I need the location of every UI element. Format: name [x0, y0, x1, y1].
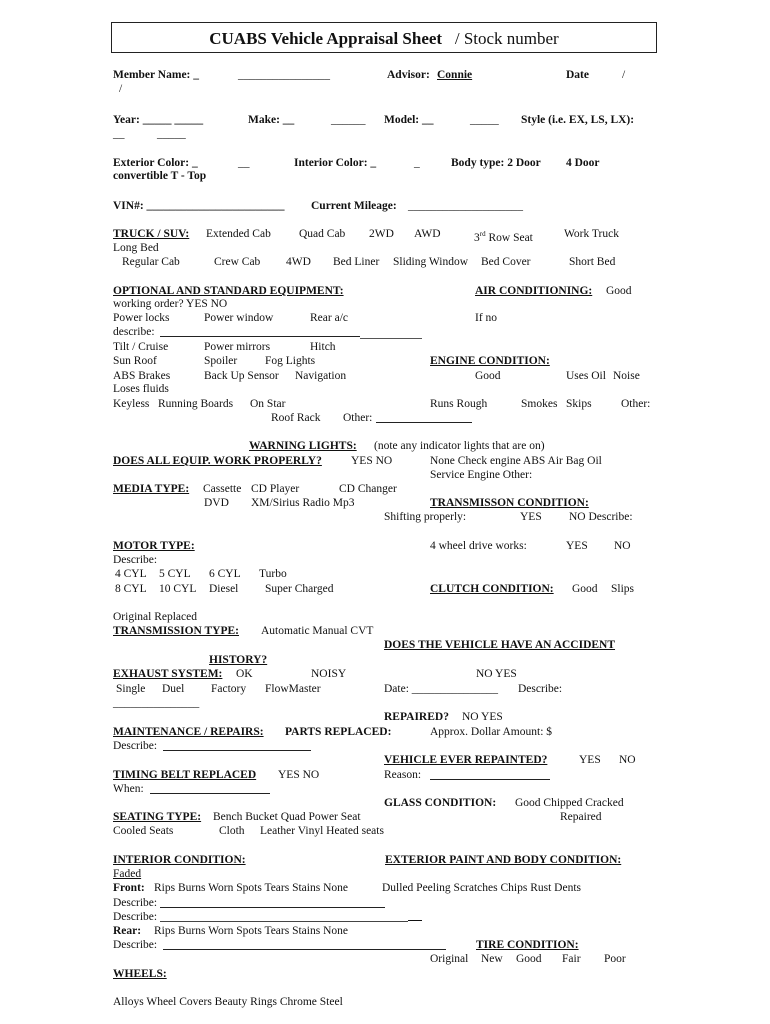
- super-charged-option[interactable]: Super Charged: [265, 583, 334, 595]
- transmission-condition-label: TRANSMISSON CONDITION:: [430, 497, 589, 509]
- model-field[interactable]: Model: __: [384, 114, 434, 126]
- tire-fair-option[interactable]: Fair: [562, 953, 581, 965]
- member-name-blank[interactable]: ________________: [238, 69, 330, 81]
- cd-player-option[interactable]: CD Player: [251, 483, 300, 495]
- engine-other-option[interactable]: Other:: [621, 398, 651, 410]
- front-describe-label-2: Describe:: [113, 911, 158, 923]
- dvd-option[interactable]: DVD: [204, 497, 229, 509]
- timing-belt-when-label: When:: [113, 783, 144, 795]
- shifting-yes-option[interactable]: YES: [520, 511, 542, 523]
- transmission-type-options[interactable]: Automatic Manual CVT: [261, 625, 374, 637]
- timing-belt-when-line[interactable]: [150, 793, 270, 794]
- cd-changer-option[interactable]: CD Changer: [339, 483, 397, 495]
- ac-if-no: If no: [475, 312, 498, 324]
- repaired-label: REPAIRED?: [384, 711, 449, 723]
- smokes-option[interactable]: Smokes: [521, 398, 558, 410]
- crew-cab-option[interactable]: Crew Cab: [214, 256, 261, 268]
- repainted-label: VEHICLE EVER REPAINTED?: [384, 754, 548, 766]
- maintenance-describe-line[interactable]: [163, 750, 311, 751]
- transmission-type-label: TRANSMISSION TYPE:: [113, 625, 239, 637]
- roof-rack-option[interactable]: Roof Rack: [271, 412, 321, 424]
- clutch-condition-label: CLUTCH CONDITION:: [430, 583, 554, 595]
- awd-option[interactable]: AWD: [414, 228, 441, 240]
- equipment-other-label: Other:: [343, 412, 373, 424]
- keyless-option[interactable]: Keyless: [113, 398, 150, 410]
- exhaust-factory-option[interactable]: Factory: [211, 683, 247, 695]
- uses-oil-option[interactable]: Uses Oil: [566, 370, 606, 382]
- exterior-condition-label: EXTERIOR PAINT AND BODY CONDITION:: [385, 854, 622, 866]
- abs-brakes-option[interactable]: ABS Brakes: [113, 370, 171, 382]
- interior-condition-label: INTERIOR CONDITION:: [113, 854, 246, 866]
- dollar-amount-field[interactable]: Approx. Dollar Amount: $: [430, 726, 553, 738]
- rear-describe-label: Describe:: [113, 939, 158, 951]
- equipment-other-line[interactable]: [376, 422, 472, 423]
- accident-date-field[interactable]: Date: _______________: [384, 683, 499, 695]
- cassette-option[interactable]: Cassette: [203, 483, 242, 495]
- rear-ac-option[interactable]: Rear a/c: [310, 312, 348, 324]
- convertible-option[interactable]: convertible T - Top: [113, 170, 207, 182]
- advisor-value: Connie: [437, 69, 473, 81]
- working-order-question[interactable]: working order? YES NO: [113, 298, 228, 310]
- accident-describe-blank[interactable]: _______________: [113, 697, 200, 709]
- date-label: Date: [566, 69, 589, 81]
- front-describe-label: Describe:: [113, 897, 158, 909]
- on-star-option[interactable]: On Star: [250, 398, 286, 410]
- warning-light-options[interactable]: None Check engine ABS Air Bag Oil: [430, 455, 602, 467]
- power-mirrors-option[interactable]: Power mirrors: [204, 341, 271, 353]
- short-bed-option[interactable]: Short Bed: [569, 256, 616, 268]
- exterior-color-field[interactable]: Exterior Color: _: [113, 157, 198, 169]
- equip-work-yes-no[interactable]: YES NO: [351, 455, 393, 467]
- front-describe-line-end: [408, 920, 422, 921]
- mileage-label: Current Mileage:: [311, 200, 397, 212]
- repainted-no-option[interactable]: NO: [619, 754, 636, 766]
- air-conditioning-label: AIR CONDITIONING:: [475, 285, 593, 297]
- year-field[interactable]: Year: _____ _____: [113, 114, 204, 126]
- glass-repaired-option[interactable]: Repaired: [560, 811, 602, 823]
- navigation-option[interactable]: Navigation: [295, 370, 347, 382]
- glass-condition-label: GLASS CONDITION:: [384, 797, 497, 809]
- front-describe-line-2[interactable]: [160, 921, 408, 922]
- accident-history-label-2: HISTORY?: [209, 654, 268, 666]
- equip-work-label: DOES ALL EQUIP. WORK PROPERLY?: [113, 455, 322, 467]
- exterior-color-blank[interactable]: __: [238, 157, 250, 169]
- clutch-slips-option[interactable]: Slips: [611, 583, 635, 595]
- runs-rough-option[interactable]: Runs Rough: [430, 398, 488, 410]
- exhaust-single-option[interactable]: Single: [116, 683, 146, 695]
- date-slash-wrap: /: [119, 83, 123, 95]
- front-describe-line[interactable]: [160, 907, 385, 908]
- truck-suv-label: TRUCK / SUV:: [113, 228, 190, 240]
- wheels-label: WHEELS:: [113, 968, 167, 980]
- warning-lights-note: (note any indicator lights that are on): [374, 440, 545, 452]
- page-title: CUABS Vehicle Appraisal Sheet / Stock number: [209, 29, 559, 48]
- tire-new-option[interactable]: New: [481, 953, 503, 965]
- motor-describe-label: Describe:: [113, 554, 158, 566]
- repainted-yes-option[interactable]: YES: [579, 754, 601, 766]
- front-options[interactable]: Rips Burns Worn Spots Tears Stains None: [154, 882, 348, 894]
- power-window-option[interactable]: Power window: [204, 312, 274, 324]
- tire-original-option[interactable]: Original: [430, 953, 469, 965]
- vin-field[interactable]: VIN#: ________________________: [113, 200, 285, 212]
- regular-cab-option[interactable]: Regular Cab: [122, 256, 180, 268]
- 6-cyl-option[interactable]: 6 CYL: [209, 568, 241, 580]
- cloth-option[interactable]: Cloth: [219, 825, 245, 837]
- exterior-options[interactable]: Dulled Peeling Scratches Chips Rust Dents: [382, 882, 581, 894]
- advisor-label: Advisor:: [387, 69, 430, 81]
- maintenance-label: MAINTENANCE / REPAIRS:: [113, 726, 264, 738]
- glass-options[interactable]: Good Chipped Cracked: [515, 797, 624, 809]
- exhaust-flowmaster-option[interactable]: FlowMaster: [265, 683, 321, 695]
- four-wd-label: 4 wheel drive works:: [430, 540, 527, 552]
- extended-cab-option[interactable]: Extended Cab: [206, 228, 271, 240]
- third-row-seat-option[interactable]: 3rd Row Seat: [474, 230, 533, 244]
- tilt-cruise-option[interactable]: Tilt / Cruise: [113, 341, 169, 353]
- repaint-reason-line[interactable]: [430, 779, 550, 780]
- exhaust-noisy-option[interactable]: NOISY: [311, 668, 347, 680]
- wheels-options[interactable]: Alloys Wheel Covers Beauty Rings Chrome Steel: [113, 996, 343, 1008]
- spoiler-option[interactable]: Spoiler: [204, 355, 238, 367]
- noise-option[interactable]: Noise: [613, 370, 640, 382]
- repaint-reason-label: Reason:: [384, 769, 422, 781]
- exhaust-duel-option[interactable]: Duel: [162, 683, 185, 695]
- hitch-option[interactable]: Hitch: [310, 341, 336, 353]
- make-blank[interactable]: ______: [331, 114, 366, 126]
- parts-replaced-label: PARTS REPLACED:: [285, 726, 392, 738]
- timing-belt-yes-no[interactable]: YES NO: [278, 769, 320, 781]
- style-wrap-1: __: [113, 128, 125, 140]
- bed-liner-option[interactable]: Bed Liner: [333, 256, 380, 268]
- sun-roof-option[interactable]: Sun Roof: [113, 355, 157, 367]
- equipment-label: OPTIONAL AND STANDARD EQUIPMENT:: [113, 285, 344, 297]
- rear-options[interactable]: Rips Burns Worn Spots Tears Stains None: [154, 925, 348, 937]
- date-slash: /: [622, 69, 626, 81]
- ac-good-option[interactable]: Good: [606, 285, 632, 297]
- power-locks-option[interactable]: Power locks: [113, 312, 170, 324]
- seating-options[interactable]: Bench Bucket Quad Power Seat: [213, 811, 361, 823]
- tire-condition-label: TIRE CONDITION:: [476, 939, 579, 951]
- warning-lights-label: WARNING LIGHTS:: [249, 440, 357, 452]
- exhaust-ok-option[interactable]: OK: [236, 668, 253, 680]
- media-type-label: MEDIA TYPE:: [113, 483, 190, 495]
- accident-history-label: DOES THE VEHICLE HAVE AN ACCIDENT: [384, 639, 616, 651]
- mileage-blank[interactable]: ____________________: [408, 200, 523, 212]
- tire-poor-option[interactable]: Poor: [604, 953, 626, 965]
- title-box: [111, 22, 657, 53]
- engine-condition-label: ENGINE CONDITION:: [430, 355, 550, 367]
- engine-good-option[interactable]: Good: [475, 370, 501, 382]
- clutch-good-option[interactable]: Good: [572, 583, 598, 595]
- rear-label: Rear:: [113, 925, 142, 937]
- cooled-seats-option[interactable]: Cooled Seats: [113, 825, 174, 837]
- maintenance-describe-label: Describe:: [113, 740, 158, 752]
- 8-cyl-option[interactable]: 8 CYL: [115, 583, 147, 595]
- four-wd-no-option[interactable]: NO: [614, 540, 631, 552]
- fog-lights-option[interactable]: Fog Lights: [265, 355, 316, 367]
- turbo-option[interactable]: Turbo: [259, 568, 287, 580]
- faded-option[interactable]: Faded: [113, 868, 142, 880]
- original-replaced-option[interactable]: Original Replaced: [113, 611, 197, 623]
- tire-good-option[interactable]: Good: [516, 953, 542, 965]
- quad-cab-option[interactable]: Quad Cab: [299, 228, 346, 240]
- four-wd-yes-option[interactable]: YES: [566, 540, 588, 552]
- model-blank[interactable]: _____: [470, 114, 499, 126]
- back-up-sensor-option[interactable]: Back Up Sensor: [204, 370, 279, 382]
- xm-radio-option[interactable]: XM/Sirius Radio Mp3: [251, 497, 355, 509]
- body-type-label: Body type: 2 Door: [451, 157, 541, 169]
- shifting-no-describe[interactable]: NO Describe:: [569, 511, 633, 523]
- work-truck-option[interactable]: Work Truck: [564, 228, 619, 240]
- rear-describe-line[interactable]: [163, 949, 446, 950]
- style-wrap-2: _____: [157, 128, 186, 140]
- interior-color-blank[interactable]: _: [414, 157, 420, 169]
- motor-type-label: MOTOR TYPE:: [113, 540, 195, 552]
- bed-cover-option[interactable]: Bed Cover: [481, 256, 531, 268]
- long-bed-option[interactable]: Long Bed: [113, 242, 159, 254]
- accident-no-yes[interactable]: NO YES: [476, 668, 517, 680]
- timing-belt-label: TIMING BELT REPLACED: [113, 769, 257, 781]
- ac-describe-label: describe:: [113, 326, 155, 338]
- running-boards-option[interactable]: Running Boards: [158, 398, 234, 410]
- seating-options-2[interactable]: Leather Vinyl Heated seats: [260, 825, 384, 837]
- accident-describe-label: Describe:: [518, 683, 563, 695]
- repaired-options[interactable]: NO YES: [462, 711, 503, 723]
- four-door-option[interactable]: 4 Door: [566, 157, 600, 169]
- seating-type-label: SEATING TYPE:: [113, 811, 202, 823]
- skips-option[interactable]: Skips: [566, 398, 592, 410]
- style-field[interactable]: Style (i.e. EX, LS, LX):: [521, 114, 635, 126]
- front-label: Front:: [113, 882, 145, 894]
- make-field[interactable]: Make: __: [248, 114, 295, 126]
- warning-light-options-2[interactable]: Service Engine Other:: [430, 469, 533, 481]
- member-name-label: Member Name: _: [113, 69, 200, 81]
- 4-cyl-option[interactable]: 4 CYL: [115, 568, 147, 580]
- ac-describe-line-2[interactable]: [360, 338, 422, 339]
- loses-fluids-option[interactable]: Loses fluids: [113, 383, 169, 395]
- shifting-properly-label: Shifting properly:: [384, 511, 467, 523]
- 4wd-option[interactable]: 4WD: [286, 256, 311, 268]
- ac-describe-line[interactable]: [160, 336, 360, 337]
- 2wd-option[interactable]: 2WD: [369, 228, 394, 240]
- 5-cyl-option[interactable]: 5 CYL: [159, 568, 191, 580]
- 10-cyl-option[interactable]: 10 CYL: [159, 583, 197, 595]
- interior-color-field[interactable]: Interior Color: _: [294, 157, 377, 169]
- sliding-window-option[interactable]: Sliding Window: [393, 256, 469, 268]
- exhaust-system-label: EXHAUST SYSTEM:: [113, 668, 223, 680]
- diesel-option[interactable]: Diesel: [209, 583, 239, 595]
